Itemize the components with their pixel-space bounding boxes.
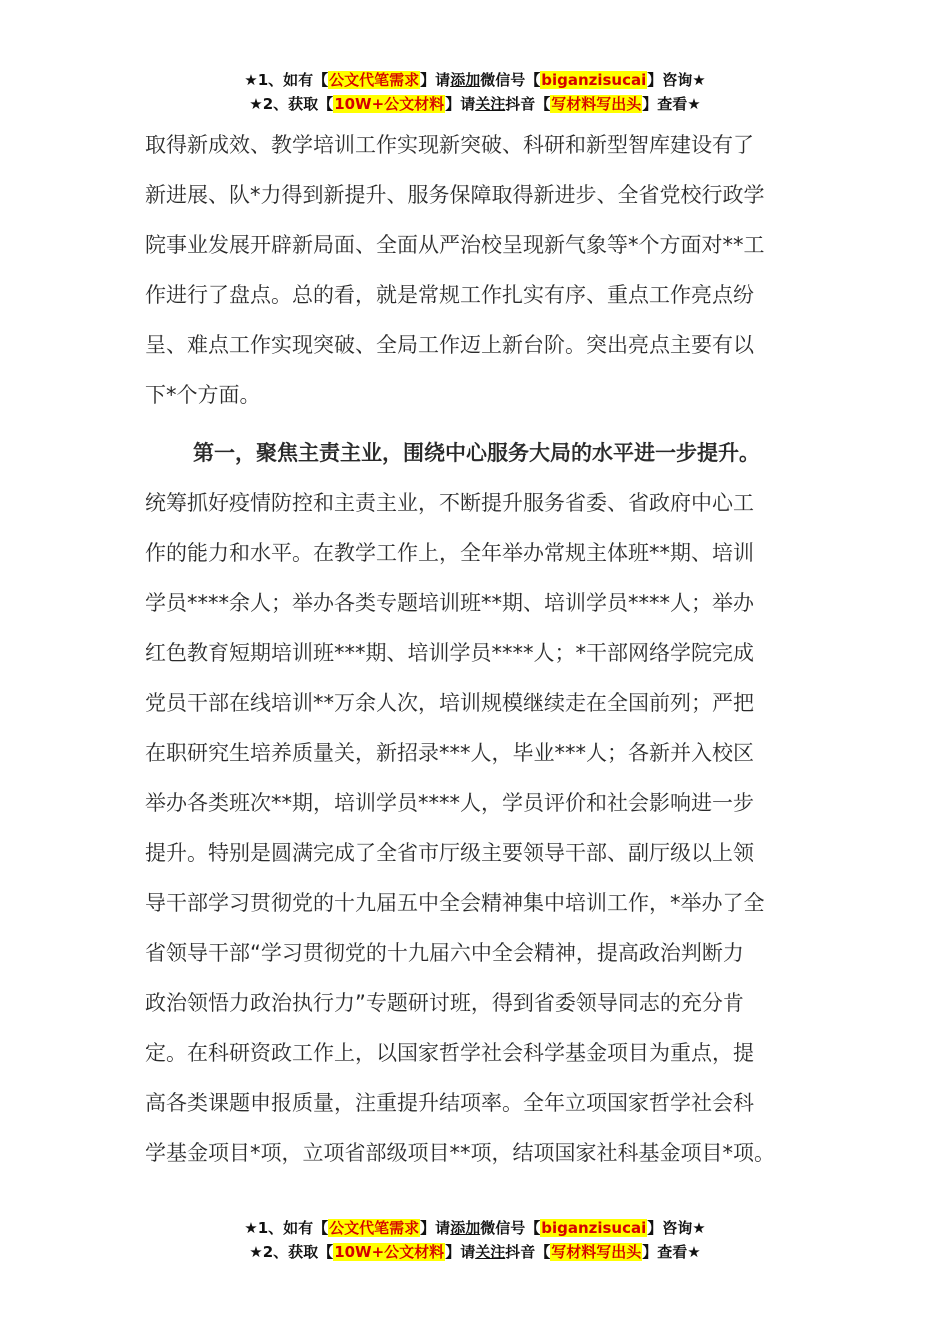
body-line: 定。在科研资政工作上，以国家哲学社会科学基金项目为重点，提 [145,1041,754,1065]
body-line: 党员干部在线培训**万余人次，培训规模继续走在全国前列；严把 [145,691,754,715]
body-line: 学基金项目*项，立项省部级项目**项，结项国家社科基金项目*项。 [145,1141,775,1165]
banner-text: 】咨询★ [647,1219,706,1237]
body-line: 提升。特别是圆满完成了全省市厅级主要领导干部、副厅级以上领 [145,841,754,865]
banner-text: ★2、获取【 [249,95,334,113]
body-line: 作的能力和水平。在教学工作上，全年举办常规主体班**期、培训 [145,541,754,565]
body-line: 作进行了盘点。总的看，就是常规工作扎实有序、重点工作亮点纷 [145,283,754,307]
banner-highlight: biganzisucai [541,1219,647,1237]
banner-text: 】查看★ [642,1243,701,1261]
banner-text: ★1、如有【 [244,71,329,89]
body-line: 政治领悟力政治执行力”专题研讨班，得到省委领导同志的充分肯 [145,991,744,1015]
banner-text: 】请 [445,95,476,113]
body-line: 学员****余人；举办各类专题培训班**期、培训学员****人；举办 [145,591,754,615]
banner-text: 微信号【 [480,1219,541,1237]
body-line: 院事业发展开辟新局面、全面从严治校呈现新气象等*个方面对**工 [145,233,765,257]
body-line: 红色教育短期培训班***期、培训学员****人；*干部网络学院完成 [145,641,754,665]
banner-text: ★1、如有【 [244,1219,329,1237]
banner-text: 】请 [420,71,451,89]
banner-line-2 [0,92,950,116]
banner-highlight: 10W+公文材料 [334,1243,445,1261]
body-line: 导干部学习贯彻党的十九届五中全会精神集中培训工作，*举办了全 [145,891,765,915]
banner-underline: 添加 [450,1219,481,1237]
body-line: 高各类课题申报质量，注重提升结项率。全年立项国家哲学社会科 [145,1091,754,1115]
section-heading: 第一，聚焦主责主业，围绕中心服务大局的水平进一步提升。 [193,441,760,465]
banner-text: 】请 [445,1243,476,1261]
body-line: 呈、难点工作实现突破、全局工作迈上新台阶。突出亮点主要有以 [145,333,754,357]
body-line: 举办各类班次**期，培训学员****人，学员评价和社会影响进一步 [145,791,754,815]
banner-line-1 [0,68,950,92]
banner-underline: 添加 [450,71,481,89]
banner-text: 】咨询★ [647,71,706,89]
footer-banner [0,1216,950,1264]
banner-text: 】查看★ [642,95,701,113]
banner-highlight: 10W+公文材料 [334,95,445,113]
body-line: 下*个方面。 [145,383,261,407]
document-body [145,120,810,1178]
header-banner [0,68,950,116]
banner-highlight: biganzisucai [541,71,647,89]
banner-line-1 [0,1216,950,1240]
body-line: 在职研究生培养质量关，新招录***人，毕业***人；各新并入校区 [145,741,754,765]
banner-underline: 关注 [475,95,506,113]
banner-text: 抖音【 [505,1243,551,1261]
banner-line-2 [0,1240,950,1264]
banner-text: 抖音【 [505,95,551,113]
banner-highlight: 写材料写出头 [551,1243,642,1261]
banner-highlight: 写材料写出头 [551,95,642,113]
body-line: 新进展、队*力得到新提升、服务保障取得新进步、全省党校行政学 [145,183,765,207]
banner-highlight: 公文代笔需求 [329,1219,420,1237]
banner-text: ★2、获取【 [249,1243,334,1261]
banner-text: 微信号【 [480,71,541,89]
banner-text: 】请 [420,1219,451,1237]
banner-highlight: 公文代笔需求 [329,71,420,89]
banner-underline: 关注 [475,1243,506,1261]
body-line: 统筹抓好疫情防控和主责主业，不断提升服务省委、省政府中心工 [145,491,754,515]
body-line: 省领导干部“学习贯彻党的十九届六中全会精神，提高政治判断力 [145,941,744,965]
body-line: 取得新成效、教学培训工作实现新突破、科研和新型智库建设有了 [145,133,754,157]
